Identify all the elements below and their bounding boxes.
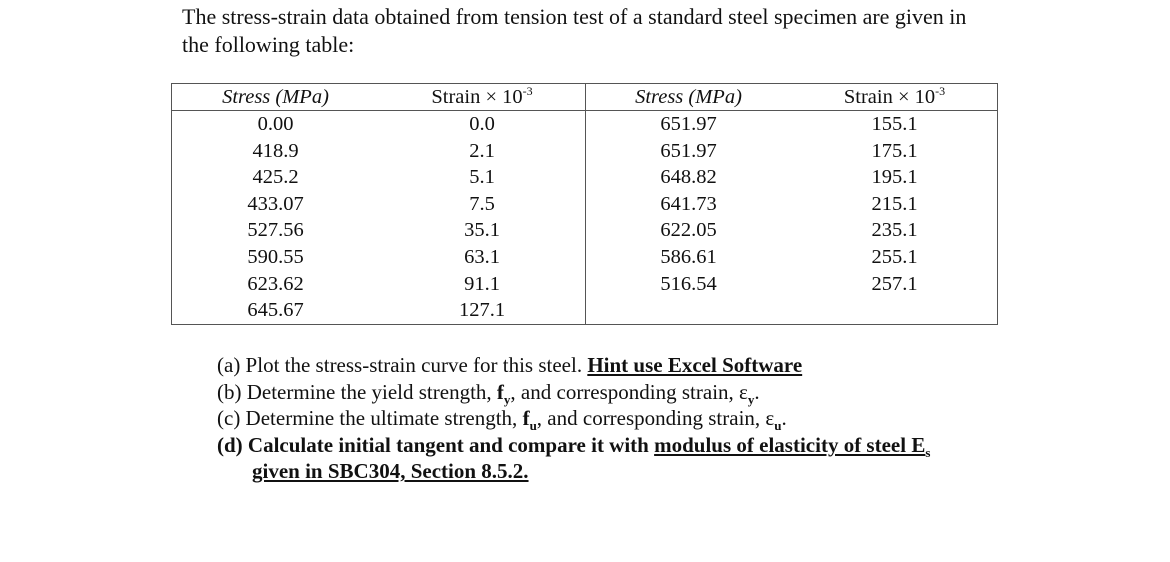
questions xyxy=(217,352,997,485)
table-cell-strain: 7.5 xyxy=(469,192,495,215)
table-cell-stress: 651.97 xyxy=(660,139,717,162)
table-cell-stress: 641.73 xyxy=(660,192,717,215)
question-d: (d) Calculate initial tangent and compare it with modulus of elasticity of steel $E_s$ given in SBC304, Section 8.5.2. xyxy=(217,432,931,483)
header-stress-right: Stress (MPa) xyxy=(635,86,742,108)
table-cell-stress: 433.07 xyxy=(247,192,304,215)
table-cell-stress: 0.00 xyxy=(257,113,294,135)
table-cell-strain: 35.1 xyxy=(464,219,500,242)
left-strain-column xyxy=(379,84,585,324)
table-cell-strain: 0.0 xyxy=(469,113,495,135)
table-cell-strain: 257.1 xyxy=(871,272,918,295)
right-stress-column xyxy=(585,84,792,297)
table-cell-strain: 235.1 xyxy=(871,219,918,242)
left-stress-column xyxy=(172,84,379,324)
table-cell-strain: 91.1 xyxy=(464,272,500,295)
table-cell-strain: 155.1 xyxy=(871,113,918,135)
table-cell-stress: 622.05 xyxy=(660,219,717,242)
intro-text: The stress-strain data obtained from tension test of a standard steel specimen are given in the following table: xyxy=(182,4,967,57)
table-cell-strain: 255.1 xyxy=(871,245,918,268)
table-cell-stress: 527.56 xyxy=(247,219,304,242)
table-cell-stress: 651.97 xyxy=(660,113,717,135)
header-strain-right: Strain × $10^{-3}$ xyxy=(843,84,946,108)
table-cell-stress: 586.61 xyxy=(660,245,717,268)
table-cell-strain: 63.1 xyxy=(464,245,500,268)
table-cell-strain: 5.1 xyxy=(469,166,495,189)
question-a: (a) Plot the stress-strain curve for this steel. Hint use Excel Software xyxy=(217,353,803,377)
table-cell-strain: 127.1 xyxy=(458,299,506,322)
table-cell-stress: 648.82 xyxy=(660,166,717,189)
table-cell-stress: 516.54 xyxy=(660,272,717,295)
question-c: (c) Determine the ultimate strength, $f_u$, and corresponding strain, $\varepsilon_u$. xyxy=(217,406,787,434)
question-b: (b) Determine the yield strength, $f_y$, and corresponding strain, $\varepsilon_y$. xyxy=(217,379,760,407)
table-cell-stress: 623.62 xyxy=(247,272,304,295)
table-cell-strain: 175.1 xyxy=(871,139,918,162)
table-cell-stress: 425.2 xyxy=(252,166,299,189)
table-cell-strain: 2.1 xyxy=(469,139,495,162)
header-strain-left: Strain × $10^{-3}$ xyxy=(431,84,533,108)
table-cell-strain: 195.1 xyxy=(871,166,918,189)
header-stress-left: Stress (MPa) xyxy=(222,86,329,108)
table-cell-stress: 418.9 xyxy=(252,139,299,162)
table-cell-stress: 645.67 xyxy=(247,299,304,322)
stress-strain-table xyxy=(171,83,998,325)
right-strain-column xyxy=(792,84,997,297)
table-cell-strain: 215.1 xyxy=(871,192,918,215)
table-cell-stress: 590.55 xyxy=(247,245,304,268)
